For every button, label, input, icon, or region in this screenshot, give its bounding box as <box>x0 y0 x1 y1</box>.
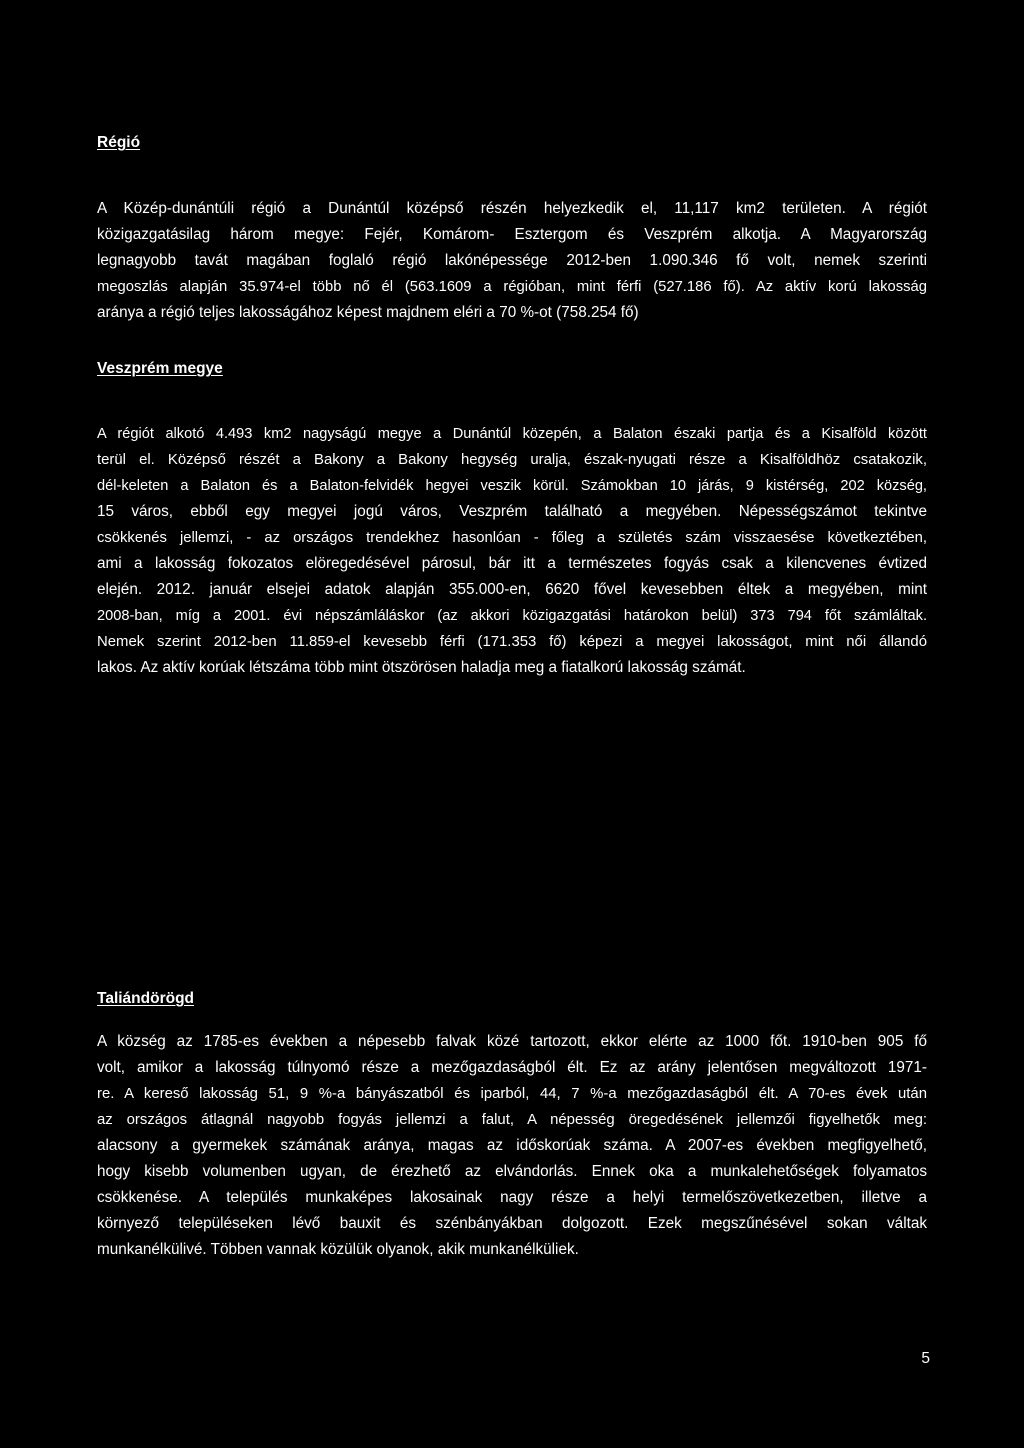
text-line: A Közép-dunántúli régió a Dunántúl középső részén helyezkedik el, 11,117 km2 területen. A régiót <box>97 200 927 217</box>
paragraph-veszprem <box>97 421 927 681</box>
section-heading-taliandorogd: Taliándörögd <box>97 990 195 1007</box>
text-line: re. A kereső lakosság 51, 9 %-a bányászatból és iparból, 44, 7 %-a mezőgazdaságból élt. A 70-es évek után <box>97 1086 927 1102</box>
paragraph-regio <box>97 196 927 326</box>
text-line: A község az 1785-es években a népesebb falvak közé tartozott, ekkor elérte az 1000 főt. 1910-ben 905 fő <box>97 1033 927 1050</box>
text-line: megoszlás alapján 35.974-el több nő él (563.1609 a régióban, mint férfi (527.186 fő). Az aktív korú lakosság <box>97 279 927 295</box>
text-line: ami a lakosság fokozatos elöregedésével párosul, bár itt a természetes fogyás csak a kilencvenes évtized <box>97 555 927 572</box>
text-line: aránya a régió teljes lakosságához képest majdnem eléri a 70 %-ot (758.254 fő) <box>97 304 639 321</box>
page-number: 5 <box>921 1350 930 1367</box>
text-line: 15 város, ebből egy megyei jogú város, Veszprém található a megyében. Népességszámot tekintve <box>97 503 927 520</box>
text-line: alacsony a gyermekek számának aránya, magas az időskorúak száma. A 2007-es években megfigyelhető, <box>97 1137 927 1154</box>
text-line: A régiót alkotó 4.493 km2 nagyságú megye a Dunántúl közepén, a Balaton északi partja és a Kisalföld között <box>97 426 927 442</box>
section-heading-regio: Régió <box>97 134 141 151</box>
paragraph-taliandorogd <box>97 1029 927 1263</box>
text-line: az országos átlagnál nagyobb fogyás jellemzi a falut, A népesség öregedésének jellemzői figyelhetők meg: <box>97 1112 927 1128</box>
text-line: munkanélkülivé. Többen vannak közülük olyanok, akik munkanélküliek. <box>97 1241 579 1258</box>
text-line: hogy kisebb volumenben ugyan, de érezhető az elvándorlás. Ennek oka a munkalehetőségek folyamatos <box>97 1163 927 1180</box>
text-line: lakos. Az aktív korúak létszáma több mint ötszörösen haladja meg a fiatalkorú lakosság számát. <box>97 659 746 676</box>
section-heading-veszprem: Veszprém megye <box>97 360 223 377</box>
text-line: 2008-ban, míg a 2001. évi népszámláláskor (az akkori közigazgatási határokon belül) 373 794 főt számláltak. <box>97 608 927 624</box>
text-line: környező településeken lévő bauxit és szénbányákban dolgozott. Ezek megszűnésével sokan váltak <box>97 1215 927 1232</box>
text-line: legnagyobb tavát magában foglaló régió lakónépessége 2012-ben 1.090.346 fő volt, nemek szerinti <box>97 252 927 269</box>
text-line: dél-keleten a Balaton és a Balaton-felvidék hegyei veszik körül. Számokban 10 járás, 9 kistérség, 202 község, <box>97 478 927 494</box>
text-line: közigazgatásilag három megye: Fejér, Komárom- Esztergom és Veszprém alkotja. A Magyarország <box>97 226 927 243</box>
text-line: csökkenése. A település munkaképes lakosainak nagy része a helyi termelőszövetkezetben, illetve a <box>97 1189 927 1206</box>
text-line: volt, amikor a lakosság túlnyomó része a mezőgazdaságból élt. Ez az arány jelentősen megváltozott 1971- <box>97 1059 927 1076</box>
text-line: elején. 2012. január elsejei adatok alapján 355.000-en, 6620 fővel kevesebben éltek a megyében, mint <box>97 581 927 598</box>
text-line: csökkenés jellemzi, - az országos trendekhez hasonlóan - főleg a születés szám visszaesése következtében, <box>97 530 927 546</box>
text-line: terül el. Középső részét a Bakony a Bakony hegység uralja, észak-nyugati része a Kisalföldhöz csatakozik, <box>97 452 927 468</box>
text-line: Nemek szerint 2012-ben 11.859-el kevesebb férfi (171.353 fő) képezi a megyei lakosságot, mint női állandó <box>97 634 927 650</box>
